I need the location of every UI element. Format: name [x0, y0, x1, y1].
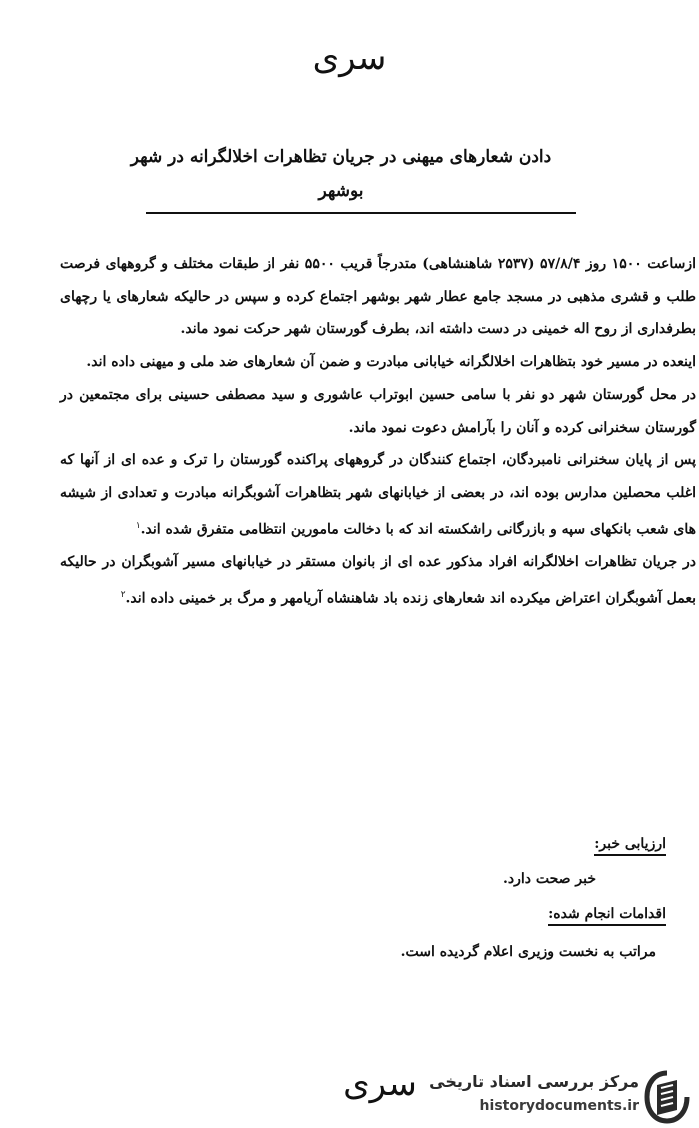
footnote-marker-1: ۱ — [135, 520, 141, 531]
paragraph-text: در جریان تظاهرات اخلالگرانه افراد مذکور عده ای از بانوان مستقر در خیابانهای مسیر آشوبگران در حالیکه بعمل آشوبگران اعتراض میکرده اند شعارهای زنده باد شاهنشاه آریامهر و مرگ بر خمینی داده اند. — [60, 553, 696, 607]
actions-heading: اقدامات انجام شده: — [548, 906, 666, 926]
watermark-title: مرکز بررسی اسناد تاریخی — [429, 1072, 639, 1091]
paragraph-1 — [60, 248, 696, 346]
actions-value: مراتب به نخست وزیری اعلام گردیده است. — [400, 944, 656, 960]
title-underline — [146, 212, 576, 214]
title-line-2: بوشهر — [318, 181, 364, 201]
paragraph-text: در محل گورستان شهر دو نفر با سامی حسین ابوتراب عاشوری و سید مصطفی حسینی برای مجتمعین در گورستان سخنرانی کرده و آنان را بآرامش دعوت نمود ماند. — [60, 386, 696, 436]
book-emblem-icon — [643, 1070, 691, 1124]
evaluation-value: خبر صحت دارد. — [502, 871, 596, 887]
paragraph-2 — [60, 346, 696, 379]
paragraph-text: اینعده در مسیر خود بتظاهرات اخلالگرانه خیابانی مبادرت و ضمن آن شعارهای ضد ملی و میهنی داده اند. — [86, 354, 696, 371]
watermark-url: historydocuments.ir — [479, 1098, 639, 1114]
actions-section — [180, 906, 666, 926]
paragraph-5 — [60, 546, 696, 615]
paragraph-text: ازساعت ۱۵۰۰ روز ۵۷/۸/۴ (۲۵۳۷ شاهنشاهی) متدرجاً قریب ۵۵۰۰ نفر از طبقات مختلف و گروههای فرصت طلب و قشری مذهبی در مسجد جامع عطار شهر بوشهر اجتماع کرده و سپس در حالیکه شعارهای یا رچهای بطرفداری از روح اله خمینی در دست داشته اند، بطرف گورستان شهر حرکت نمود ماند. — [60, 256, 697, 338]
evaluation-value-row — [180, 871, 666, 887]
document-body — [60, 248, 696, 615]
paragraph-text: پس از پایان سخنرانی نامبردگان، اجتماع کنندگان در گروههای پراکنده گورستان را ترک و عده ای از آنها که اغلب محصلین مدارس بوده اند، در بعضی از خیابانهای شهر بتظاهرات آشوبگرانه مبادرت و تعدادی از شیشه های شعب بانکهای سپه و بازرگانی راشکسته اند که با دخالت مامورین انتظامی متفرق شده اند. — [60, 452, 696, 538]
watermark — [420, 1066, 699, 1128]
paragraph-3 — [60, 379, 696, 444]
paragraph-4 — [60, 444, 696, 546]
classification-stamp-bottom: سری — [343, 1064, 417, 1104]
classification-stamp-top: سری — [312, 38, 387, 78]
title-line-1: دادن شعارهای میهنی در جریان تظاهرات اخلالگرانه در شهر — [130, 147, 552, 167]
footnote-marker-2: ۲ — [120, 589, 126, 600]
actions-value-row — [180, 944, 666, 960]
evaluation-section — [180, 836, 666, 856]
document-title — [101, 140, 581, 208]
evaluation-heading: ارزیابی خبر: — [594, 836, 666, 856]
